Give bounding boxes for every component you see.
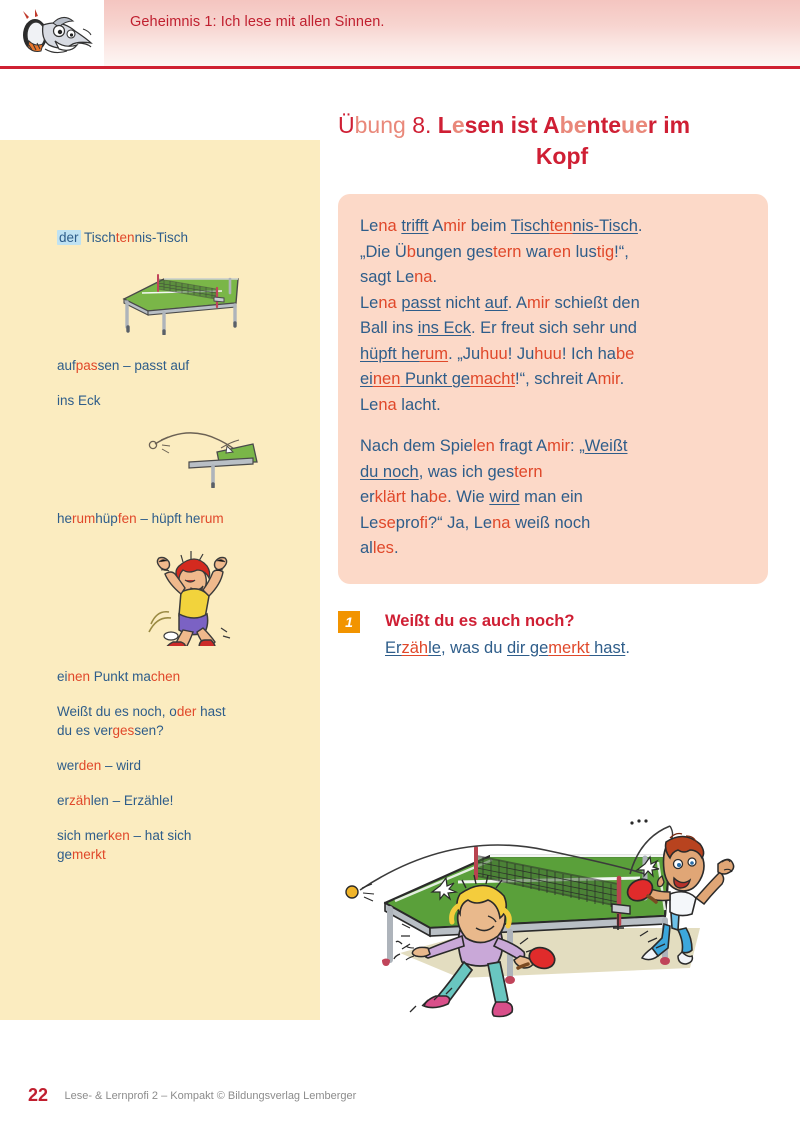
syllable: Punkt ge [400,370,471,388]
syllable: ?“ Ja, Le [427,513,493,532]
vocabulary-item-punkt-machen [57,667,307,686]
title-syllable: bung [354,112,413,138]
syllable: – wird [101,758,142,773]
story-text-box [338,194,768,584]
vocabulary-term [57,791,307,810]
syllable: . [619,370,625,388]
syllable: A [515,293,527,312]
main-column [338,110,768,660]
syllable: nis-Tisch [134,230,189,245]
syllable: he [57,511,73,526]
syllable: len [472,437,495,455]
syllable: . [637,217,643,235]
syllable: hast [589,638,626,657]
table-tennis-scene-icon [340,778,780,1028]
syllable: be [428,488,448,506]
syllable: den [78,758,102,773]
syllable: Ball ins [360,319,418,337]
syllable: fi [419,513,428,532]
jumping-boy-icon [57,536,307,651]
task-number-badge: 1 [338,611,360,633]
syllable: Nach dem Spie [360,437,473,455]
syllable: Le [360,293,379,312]
syllable: wird [489,488,520,506]
syllable: auf [57,358,76,373]
vocabulary-term [57,667,307,686]
syllable: du es ver [57,723,113,738]
title-syllable: im [663,112,691,138]
page-footer [28,1085,768,1106]
task-1 [338,610,768,660]
syllable: ges [112,723,135,738]
title-syllable: nte [586,112,622,138]
story-paragraph [360,214,746,418]
syllable: ten [115,230,135,245]
table-tennis-match-illustration [340,778,780,1028]
vocabulary-list [57,228,307,880]
title-syllable: ist [510,112,544,138]
syllable: fen [117,511,137,526]
syllable: chen [150,669,181,684]
vocabulary-item-weisst-du-noch [57,702,307,740]
vocabulary-item-tischtennis-tisch [57,228,307,340]
syllable: rum [419,344,449,363]
syllable: tig [596,242,615,261]
syllable: huu [534,344,562,363]
syllable: le [428,638,441,657]
exercise-title [338,110,768,172]
vocabulary-term [57,702,307,740]
syllable: len – Erzähle! [90,793,174,808]
syllable: sich mer [57,828,109,843]
syllable: tern [514,462,543,481]
syllable: sen? [134,723,164,738]
syllable: . Wie [447,488,490,506]
syllable: ! Ju [507,344,535,363]
syllable: !“, schreit A [515,370,598,388]
syllable: „Die Ü [360,242,407,261]
syllable: schießt den [549,293,640,312]
title-syllable: Kopf [535,143,589,169]
syllable: . [432,268,438,286]
syllable: hüpft he [360,344,420,363]
title-syllable: sen [464,112,511,138]
syllable: ken [108,828,130,843]
task-heading: Weißt du es auch noch? [385,611,575,630]
syllable: sen – passt auf [97,358,190,373]
syllable: A [536,437,548,455]
syllable: lacht. [396,395,441,414]
syllable: ren [547,242,572,261]
page-number: 22 [28,1085,49,1105]
vocabulary-item-erzaehlen [57,791,307,810]
header-divider [0,66,800,69]
syllable: al [360,539,373,557]
syllable: !“, [614,242,629,261]
table-tennis-table-icon [102,255,262,335]
vocabulary-item-sich-merken [57,826,307,864]
syllable: merkt [548,638,590,657]
title-syllable: L [437,112,452,138]
syllable: , was ich ges [418,462,515,481]
syllable: nen [67,669,91,684]
syllable: les [372,539,394,557]
vocabulary-term [57,356,307,375]
vocabulary-term [57,826,307,864]
syllable: der [59,230,79,245]
syllable: dir ge [507,638,549,657]
title-syllable: ue [621,112,648,138]
title-syllable: Ü [338,112,355,138]
syllable: ha [405,488,429,506]
syllable: pro [395,513,420,532]
syllable: Er [385,638,402,657]
syllable: mir [547,437,571,455]
syllable: mir [597,370,620,388]
syllable: hüp [95,511,118,526]
exercise-title-line2 [356,141,768,172]
ball-into-corner-icon [147,418,267,488]
syllable: ! Ich ha [561,344,616,363]
vocabulary-term [57,391,307,410]
syllable: na [378,395,397,414]
vocabulary-item-werden [57,756,307,775]
syllable: ins Eck [57,393,101,408]
syllable: fragt [494,437,537,455]
syllable: hast [196,704,226,719]
syllable: nen [372,370,401,388]
syllable: sagt Le [360,268,415,286]
ball-into-corner-icon [57,418,307,493]
syllable: klärt [374,488,406,506]
syllable: Le [360,217,379,235]
syllable: b [406,242,416,261]
page-header [0,0,800,72]
syllable: er [57,793,70,808]
vocabulary-item-ins-eck [57,391,307,493]
syllable: Le [360,513,379,532]
syllable: ins Eck [417,319,471,337]
title-syllable: be [559,112,587,138]
story-paragraphs [360,214,746,562]
title-syllable: 8. [412,112,438,138]
syllable: . [625,638,630,657]
syllable: trifft [401,217,429,235]
syllable: tern [493,242,522,261]
reading-mouse-mascot-icon [9,7,95,59]
syllable: – hüpft he [136,511,201,526]
syllable: auf [484,293,508,312]
syllable: zäh [69,793,91,808]
table-tennis-table-icon [57,255,307,340]
syllable: Weißt [584,437,628,455]
syllable: ge [57,847,73,862]
syllable: beim [466,217,511,235]
mascot-logo [0,0,104,66]
syllable: mir [443,217,467,235]
syllable: merkt [72,847,106,862]
footer-credit: Lese- & Lernprofi 2 – Kompakt © Bildungsverlag Lemberger [64,1089,357,1102]
syllable: ei [360,370,373,388]
syllable: weiß noch [510,513,591,532]
syllable: . Er freut sich sehr und [470,319,637,337]
syllable: . „Ju [448,344,481,363]
syllable: passt [401,293,441,312]
syllable: : „ [570,437,585,455]
syllable: na [414,268,433,286]
syllable: na [378,293,397,312]
syllable: wa [521,242,548,261]
syllable: pas [75,358,98,373]
syllable: Weißt du es noch, o [57,704,177,719]
syllable: se [378,513,396,532]
header-title: Geheimnis 1: Ich lese mit allen Sinnen. [130,14,385,30]
syllable: be [615,344,635,363]
syllable: ungen ges [415,242,494,261]
title-syllable: e [451,112,465,138]
vocabulary-item-herumhuepfen [57,509,307,651]
title-syllable: A [543,112,560,138]
syllable: ten [549,217,573,235]
syllable: na [378,217,397,235]
vocabulary-term [57,228,307,247]
syllable: lus [571,242,597,261]
vocabulary-sidebar [0,140,320,1020]
syllable: A [432,217,444,235]
task-instruction [385,636,768,660]
syllable: na [492,513,511,532]
syllable: Tisch [510,217,550,235]
title-syllable: r [647,112,664,138]
syllable: der [176,704,197,719]
jumping-boy-icon [137,536,247,646]
syllable: wer [57,758,79,773]
vocabulary-term [57,756,307,775]
syllable: rum [200,511,224,526]
syllable: nicht [440,293,485,312]
exercise-title-line1 [338,112,690,138]
syllable: . [393,539,399,557]
syllable: Punkt ma [90,669,151,684]
syllable: mir [527,293,550,312]
header-gradient-bar [104,0,800,66]
syllable: , was du [440,638,507,657]
vocabulary-item-aufpassen [57,356,307,375]
syllable: zäh [401,638,429,657]
syllable: ei [57,669,68,684]
syllable: Le [360,395,379,414]
syllable: huu [480,344,508,363]
syllable: . [507,293,516,312]
vocabulary-term [57,509,307,528]
syllable: rum [72,511,96,526]
syllable: macht [470,370,516,388]
syllable: du noch [360,462,419,481]
syllable: Tisch [80,230,116,245]
syllable: – hat sich [129,828,192,843]
syllable: er [360,488,375,506]
syllable: nis-Tisch [572,217,638,235]
story-paragraph [360,434,746,562]
task-content [385,610,768,660]
syllable: man ein [519,488,583,506]
